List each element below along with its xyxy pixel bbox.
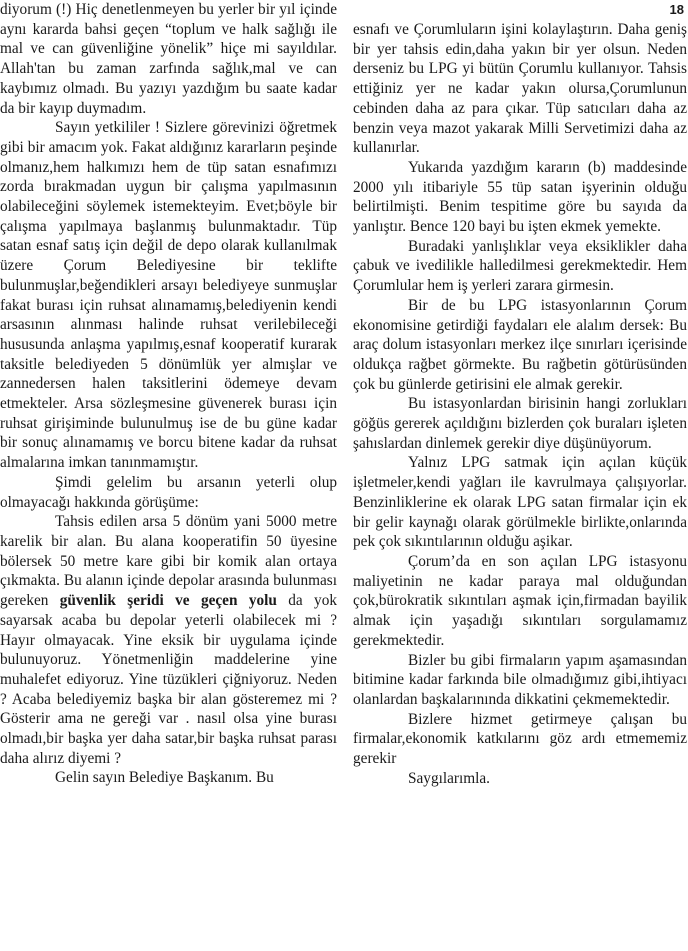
- right-paragraph-9: Bizlere hizmet getirmeye çalışan bu firmalar,ekonomik katkılarını göz ardı etmememiz gerekir: [353, 710, 687, 768]
- right-paragraph-5: Bu istasyonlardan birisinin hangi zorlukları göğüs gererek açıldığını bizlerden çok buraları işleten şahıslardan dinlemek gerekir diye düşünüyorum.: [353, 395, 687, 452]
- right-paragraph-3: Buradaki yanlışlıklar veya eksiklikler daha çabuk ve ivedilikle halledilmesi gerekmektedir. Hem Çorumlular hem iş yerleri zarara girmesin.: [353, 237, 687, 295]
- left-paragraph-2: Sayın yetkililer ! Sizlere görevinizi öğretmek gibi bir amacım yok. Fakat aldığınız kararların peşinde olmanız,hem halkımızı hem de tüp satan esnafımızı zorda bırakmadan uygun bir çalışma yapılmasının olabileceğini söylemek istemekteyim. Evet;böyle bir çalışma yapılmaya başlanmış bulunmaktadır. Tüp satan esnaf satış için değil de depo olarak kullanılmak üzere Çorum Belediyesine bir teklifte bulunmuşlar,beğendikleri arsayı belediyeye sunmuşlar fakat burası için ruhsat alınamamış,belediyenin kendi arsasının alınması halinde ruhsat verilebileceği hususunda anlaşma yapılmış,esnaf kooperatif kurarak taksitle belediyeden 5 dönümlük yer almışlar ve zannedersen halen taksitlerini ödemeye devam etmekteler. Arsa sözleşmesine güvenerek burası için ruhsat girişiminde bulunulmuş ise de bu güne kadar bir sonuç alınamamış ve borcu bitene kadar da ruhsat almalarına imkan tanınmamıştır.: [0, 119, 337, 472]
- page-number: 18: [669, 2, 684, 17]
- left-paragraph-4: [0, 512, 337, 768]
- left-paragraph-5: Gelin sayın Belediye Başkanım. Bu: [55, 769, 274, 787]
- left-paragraph-4-start: Tahsis edilen arsa 5 dönüm yani 5000 metre karelik bir alan. Bu alana kooperatifin 50 üyesine bölersek 50 metre kare gibi bir komik alan ortaya çıkmakta. Bu alanın içinde depolar arasında bulunması gereken: [0, 513, 337, 610]
- right-paragraph-4: Bir de bu LPG istasyonlarının Çorum ekonomisine getirdiği faydaları ele alalım dersek: Bu araç dolum istasyonları merkez ilçe sınırları içerisinde oldukça rağbet görmekte. Bu rağbetin götürüsünden çok bu günlerde getirisini ele almak gerekir.: [353, 296, 687, 393]
- left-column: [0, 0, 337, 788]
- right-column: [353, 20, 687, 788]
- right-paragraph-6: Yalnız LPG satmak için açılan küçük işletmeler,kendi yağları ile kavrulmaya çalışıyorlar. Benzinliklerine ek olarak LPG satan firmalar için ek bir gelir kaynağı olarak görülmekle birlikte,onlarında pek çok sıkıntılarının olduğu aşikar.: [353, 454, 687, 551]
- right-paragraph-8: Bizler bu gibi firmaların yapım aşamasından bitimine kadar farkında bile olmadığımız gibi,ihtiyacı olanlardan başkalarınında dikkatini çekmemektedir.: [353, 651, 687, 708]
- right-paragraph-10: Saygılarımla.: [408, 769, 490, 787]
- right-paragraph-2: Yukarıda yazdığım kararın (b) maddesinde 2000 yılı itibariyle 55 tüp satan işyerinin olduğu belirtilmişti. Benim tespitime göre bu sayıda da yanlıştır. Bence 120 bayi bu işten ekmek yemekte.: [353, 158, 687, 236]
- left-paragraph-4-bold: güvenlik şeridi ve geçen yolu: [59, 592, 277, 610]
- right-paragraph-7: Çorum’da en son açılan LPG istasyonu maliyetinin ne kadar paraya mal olduğundan çok,bürokratik sıkıntıları aşmak için,firmadan bayilik almak için yaşadığı sıkıntıları sorgulamamız gerekmektedir.: [353, 552, 687, 649]
- left-paragraph-4-end: da yok sayarsak acaba bu depolar yeterli olabilecek mi ? Hayır olmayacak. Yine eksik bir uygulama içinde bulunuyoruz. Yönetmenliğin maddelerine yine muhalefet ediyoruz. Yine tüzükleri çiğniyoruz. Neden ? Acaba belediyemiz başka bir alan gösteremez mi ? Gösterir ama ne gereği var . nasıl olsa yine burası olmadı,bir başka yer daha satar,bir başka ruhsat parası daha alırız diyemi ?: [0, 592, 337, 767]
- left-paragraph-1: diyorum (!) Hiç denetlenmeyen bu yerler bir yıl içinde aynı kararda bahsi geçen “toplum ve halk sağlığı ile mal ve can güvenliğine yönelik” hiçe mi sayıldılar. Allah'tan bu zaman zarfında sağlık,mal ve can kaybımız olmadı. Bu yazıyı yazdığım bu saate kadar da bir kayıp duymadım.: [0, 1, 337, 117]
- right-paragraph-1: esnafı ve Çorumluların işini kolaylaştırın. Daha geniş bir yer tahsis edin,daha yakın bir yer olsun. Neden derseniz bu LPG yi bütün Çorumlu kullanıyor. Tahsis ettiğiniz yer ne kadar yakın olursa,Çorumlunun cebinden daha az para çıkar. Tüp satıcıları daha az benzin veya mazot yakarak Milli Servetimizi daha az kullanırlar.: [353, 21, 687, 157]
- left-paragraph-3: Şimdi gelelim bu arsanın yeterli olup olmayacağı hakkında görüşüme:: [0, 473, 337, 511]
